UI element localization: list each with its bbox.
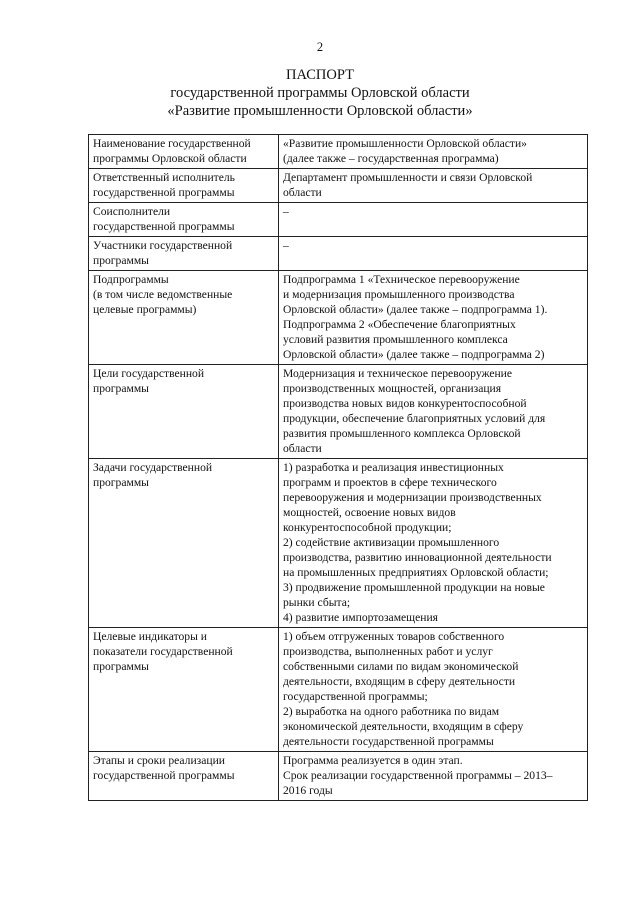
table-row: [89, 203, 588, 237]
table-row: [89, 752, 588, 801]
row-value-line: области: [283, 442, 322, 455]
title-subtitle: государственной программы Орловской области: [170, 85, 470, 101]
row-value-cell: [279, 752, 588, 801]
row-value-line: конкурентоспособной продукции;: [283, 521, 452, 534]
row-label-cell: [89, 365, 279, 459]
row-value-line: развития промышленного комплекса Орловской: [283, 427, 521, 440]
row-value-line: 1) объем отгруженных товаров собственного: [283, 630, 505, 643]
row-label-line: Подпрограммы: [93, 273, 169, 286]
row-value-line: экономической деятельности, входящим в сферу: [283, 720, 524, 733]
passport-table: [88, 134, 588, 801]
row-value-line: Подпрограмма 2 «Обеспечение благоприятных: [283, 318, 516, 331]
row-value-cell: [279, 628, 588, 752]
row-label-line: программы: [93, 254, 149, 267]
row-value-line: мощностей, освоение новых видов: [283, 506, 456, 519]
row-label-cell: [89, 752, 279, 801]
row-value-cell: [279, 365, 588, 459]
row-value-line: Подпрограмма 1 «Техническое перевооружение: [283, 273, 520, 286]
row-label-line: программы: [93, 476, 149, 489]
row-value-line: деятельности государственной программы: [283, 735, 494, 748]
table-row: [89, 459, 588, 628]
row-value-cell: [279, 203, 588, 237]
row-label-line: государственной программы: [93, 769, 235, 782]
row-label-line: (в том числе ведомственные: [93, 288, 233, 301]
row-value-line: Срок реализации государственной программы – 2013–: [283, 769, 553, 782]
row-value-line: собственными силами по видам экономической: [283, 660, 519, 673]
row-label-line: Задачи государственной: [93, 461, 213, 474]
row-label-cell: [89, 203, 279, 237]
row-value-cell: [279, 169, 588, 203]
row-value-line: 2016 годы: [283, 784, 333, 797]
row-label-cell: [89, 271, 279, 365]
row-value-line: –: [283, 239, 289, 252]
row-value-line: 3) продвижение промышленной продукции на новые: [283, 581, 545, 594]
row-label-cell: [89, 459, 279, 628]
page-number: 2: [316, 40, 324, 54]
row-value-line: Орловской области» (далее также – подпрограмма 2): [283, 348, 545, 361]
row-value-line: производства, развитию инновационной деятельности: [283, 551, 552, 564]
row-value-line: «Развитие промышленности Орловской области»: [283, 137, 527, 150]
row-value-line: перевооружения и модернизации производственных: [283, 491, 542, 504]
row-value-line: производственных мощностей, организация: [283, 382, 502, 395]
row-label-cell: [89, 237, 279, 271]
row-value-line: на промышленных предприятиях Орловской области;: [283, 566, 549, 579]
row-value-cell: [279, 459, 588, 628]
row-label-line: программы: [93, 382, 149, 395]
table-row: [89, 169, 588, 203]
row-value-line: рынки сбыта;: [283, 596, 351, 609]
table-row: [89, 365, 588, 459]
row-value-line: Орловской области» (далее также – подпрограмма 1).: [283, 303, 548, 316]
document-title: [0, 66, 640, 120]
row-label-line: Соисполнители: [93, 205, 171, 218]
row-value-line: и модернизация промышленного производства: [283, 288, 515, 301]
title-program-name: «Развитие промышленности Орловской области»: [167, 103, 473, 119]
table-row: [89, 135, 588, 169]
row-label-line: показатели государственной: [93, 645, 233, 658]
row-label-cell: [89, 169, 279, 203]
table-row: [89, 237, 588, 271]
row-label-cell: [89, 628, 279, 752]
row-label-cell: [89, 135, 279, 169]
row-label-line: государственной программы: [93, 220, 235, 233]
row-label-line: Наименование государственной: [93, 137, 251, 150]
row-value-cell: [279, 271, 588, 365]
row-label-line: Этапы и сроки реализации: [93, 754, 225, 767]
row-value-line: 4) развитие импортозамещения: [283, 611, 438, 624]
row-label-line: Целевые индикаторы и: [93, 630, 207, 643]
row-label-line: программы: [93, 660, 149, 673]
title-heading: ПАСПОРТ: [286, 67, 354, 83]
table-row: [89, 271, 588, 365]
row-value-cell: [279, 237, 588, 271]
row-value-line: 2) содействие активизации промышленного: [283, 536, 500, 549]
row-label-line: программы Орловской области: [93, 152, 247, 165]
row-value-line: продукции, обеспечение благоприятных условий для: [283, 412, 546, 425]
row-value-line: производства новых видов конкурентоспособной: [283, 397, 527, 410]
row-value-line: –: [283, 205, 289, 218]
row-value-line: Программа реализуется в один этап.: [283, 754, 463, 767]
row-label-line: Ответственный исполнитель: [93, 171, 235, 184]
table-row: [89, 628, 588, 752]
row-value-line: (далее также – государственная программа): [283, 152, 499, 165]
row-value-line: государственной программы;: [283, 690, 428, 703]
row-value-line: программ и проектов в сфере технического: [283, 476, 497, 489]
row-label-line: Участники государственной: [93, 239, 233, 252]
row-value-cell: [279, 135, 588, 169]
passport-table-body: [89, 135, 588, 801]
row-value-line: условий развития промышленного комплекса: [283, 333, 508, 346]
row-value-line: деятельности, входящим в сферу деятельности: [283, 675, 516, 688]
row-value-line: 1) разработка и реализация инвестиционных: [283, 461, 504, 474]
row-value-line: Департамент промышленности и связи Орловской: [283, 171, 533, 184]
row-label-line: Цели государственной: [93, 367, 205, 380]
row-value-line: области: [283, 186, 322, 199]
row-value-line: Модернизация и техническое перевооружение: [283, 367, 513, 380]
row-value-line: производства, выполненных работ и услуг: [283, 645, 493, 658]
row-value-line: 2) выработка на одного работника по видам: [283, 705, 500, 718]
row-label-line: целевые программы): [93, 303, 197, 316]
row-label-line: государственной программы: [93, 186, 235, 199]
